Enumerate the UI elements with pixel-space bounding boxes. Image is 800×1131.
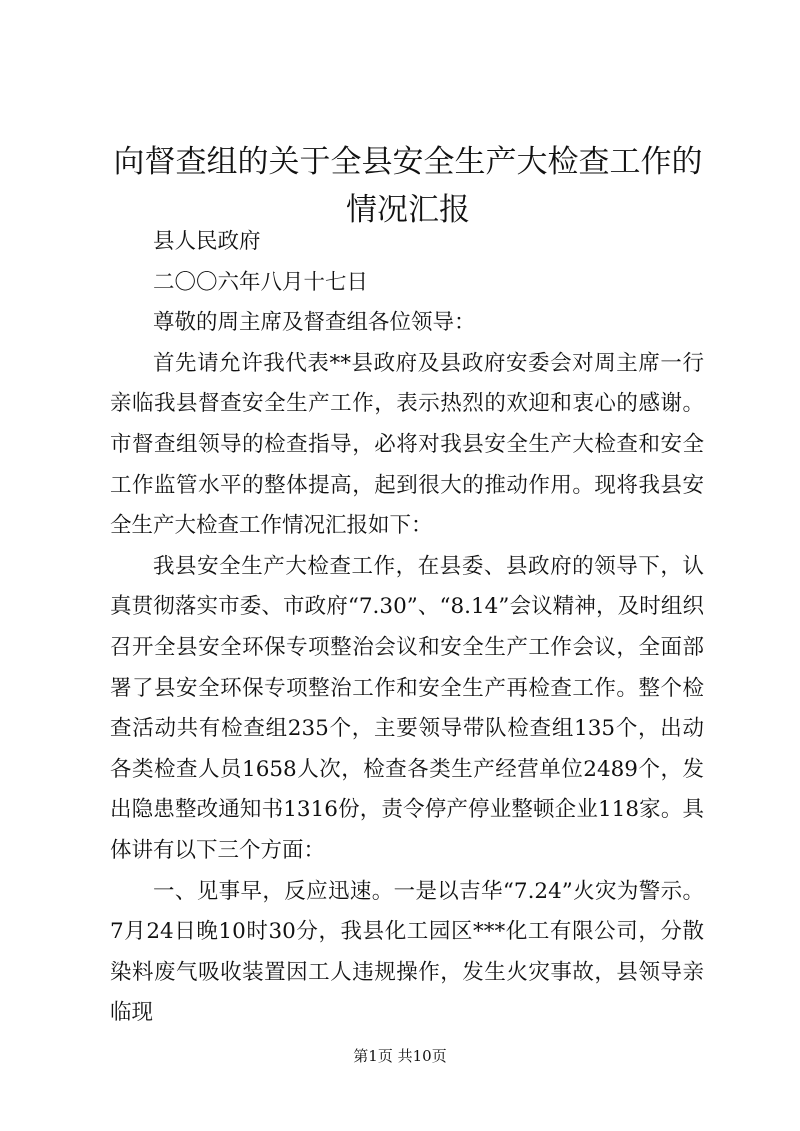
- document-body: [110, 222, 704, 1034]
- paragraph-section-one: 一、见事早，反应迅速。一是以吉华“7.24”火灾为警示。7月24日晚10时30分，我县化工园区***化工有限公司，分散染料废气吸收装置因工人违规操作，发生火灾事故，县领导亲临现: [110, 878, 704, 1026]
- salutation: 尊敬的周主席及督查组各位领导：: [153, 310, 476, 336]
- document-title: 向督查组的关于全县安全生产大检查工作的情况汇报: [113, 144, 703, 228]
- paragraph-intro: 首先请允许我代表**县政府及县政府安委会对周主席一行亲临我县督查安全生产工作，表示热烈的欢迎和衷心的感谢。市督查组领导的检查指导，必将对我县安全生产大检查和安全工作监管水平的整体提高，起到很大的推动作用。现将我县安全生产大检查工作情况汇报如下：: [110, 350, 704, 539]
- page-footer: 第1页 共10页: [353, 1047, 447, 1065]
- paragraph-summary: 我县安全生产大检查工作，在县委、县政府的领导下，认真贯彻落实市委、市政府“7.30”、“8.14”会议精神，及时组织召开全县安全环保专项整治会议和安全生产工作会议，全面部署了县安全环保专项整治工作和安全生产再检查工作。整个检查活动共有检查组235个，主要领导带队检查组135个，出动各类检查人员1658人次，检查各类生产经营单位2489个，发出隐患整改通知书1316份，责令停产停业整顿企业118家。具体讲有以下三个方面：: [110, 553, 704, 863]
- date-line: 二〇〇六年八月十七日: [153, 269, 369, 295]
- issuer-line: 县人民政府: [153, 229, 261, 254]
